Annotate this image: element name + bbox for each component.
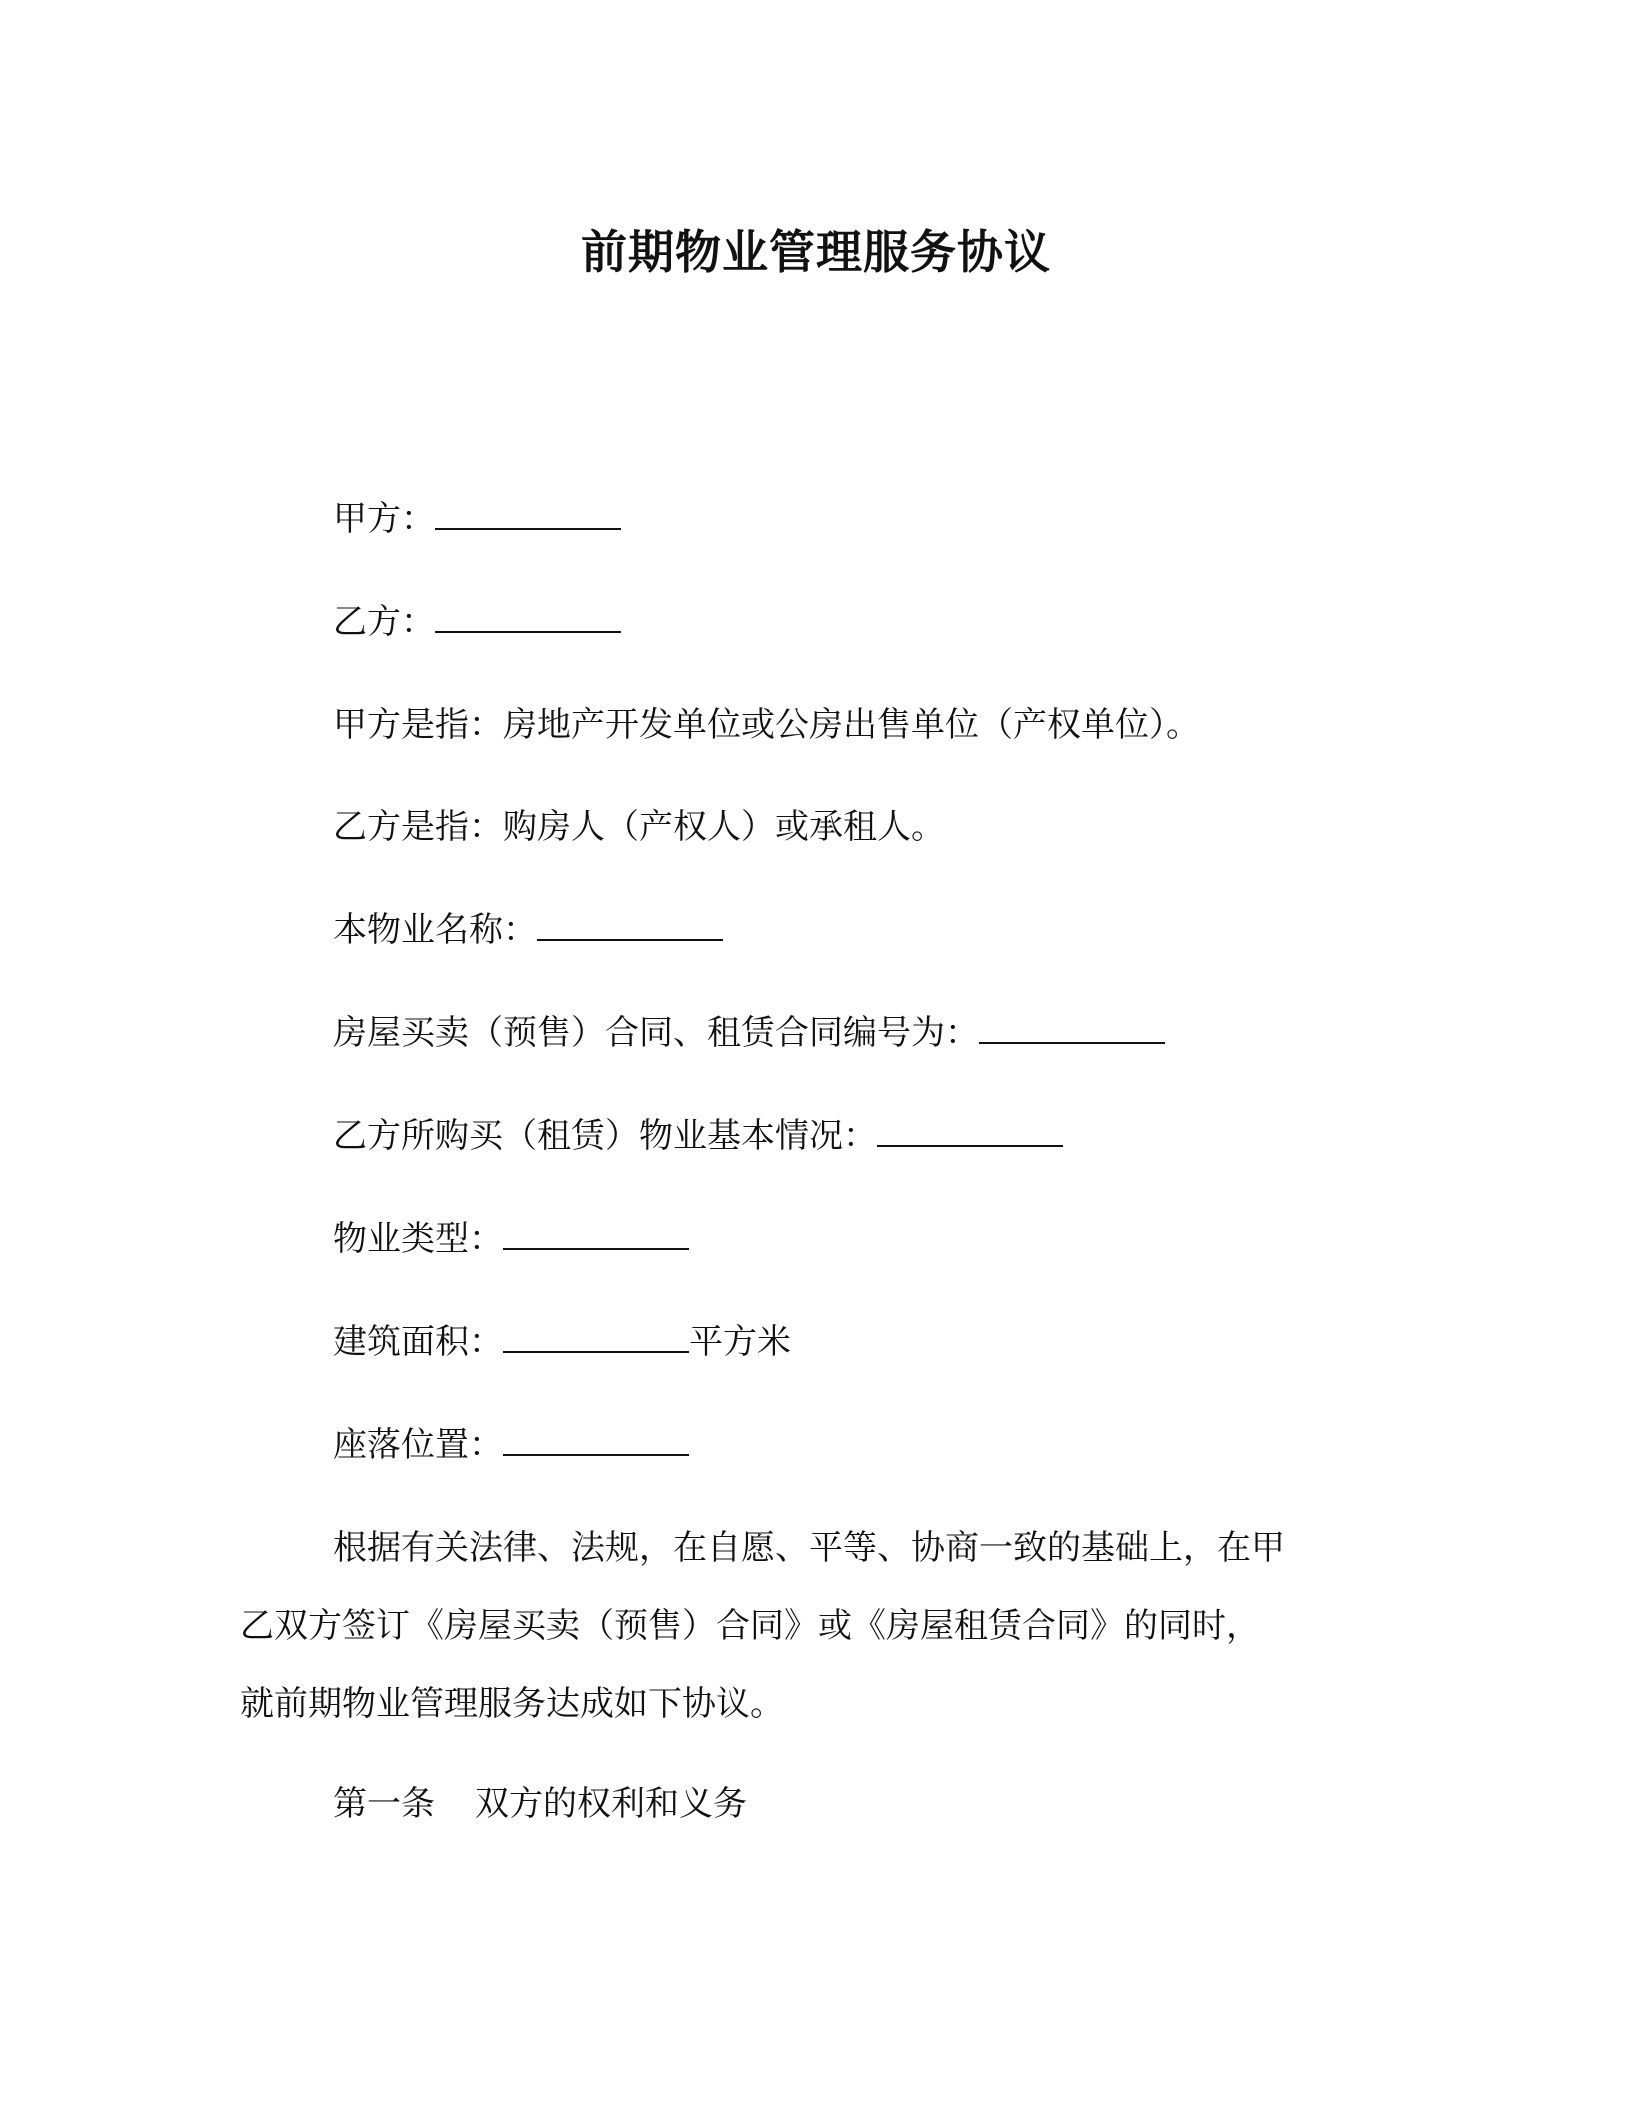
property-name-label: 本物业名称： [333, 910, 537, 950]
property-info-line [333, 1114, 1063, 1158]
preamble-line-1: 根据有关法律、法规，在自愿、平等、协商一致的基础上，在甲 [333, 1528, 1285, 1568]
party-a-definition: 甲方是指：房地产开发单位或公房出售单位（产权单位）。 [333, 705, 1200, 745]
building-area-line [333, 1320, 791, 1364]
property-info-blank[interactable] [877, 1115, 1063, 1147]
article-1-heading [333, 1782, 747, 1826]
building-area-label: 建筑面积： [333, 1322, 503, 1362]
property-name-blank[interactable] [537, 909, 723, 941]
article-1-number: 第一条 [333, 1784, 435, 1824]
building-area-blank[interactable] [503, 1321, 689, 1353]
party-b-blank[interactable] [435, 601, 621, 633]
contract-number-label: 房屋买卖（预售）合同、租赁合同编号为： [333, 1013, 979, 1053]
location-label: 座落位置： [333, 1425, 503, 1465]
article-1-title: 双方的权利和义务 [475, 1784, 747, 1824]
building-area-unit: 平方米 [689, 1322, 791, 1362]
location-blank[interactable] [503, 1424, 689, 1456]
party-a-blank[interactable] [435, 498, 621, 530]
property-type-label: 物业类型： [333, 1219, 503, 1259]
party-a-line [333, 497, 621, 541]
preamble-paragraph [240, 1509, 1370, 1743]
document-title: 前期物业管理服务协议 [581, 225, 1051, 279]
party-b-definition: 乙方是指：购房人（产权人）或承租人。 [333, 807, 945, 847]
preamble-line-3: 就前期物业管理服务达成如下协议。 [240, 1684, 784, 1724]
party-b-label: 乙方： [333, 602, 435, 642]
contract-number-line [333, 1011, 1165, 1055]
property-type-line [333, 1217, 689, 1261]
preamble-line-2: 乙双方签订《房屋买卖（预售）合同》或《房屋租赁合同》的同时， [240, 1606, 1260, 1646]
party-b-line [333, 600, 621, 644]
location-line [333, 1423, 689, 1467]
property-type-blank[interactable] [503, 1218, 689, 1250]
property-name-line [333, 908, 723, 952]
contract-number-blank[interactable] [979, 1012, 1165, 1044]
party-a-label: 甲方： [333, 499, 435, 539]
property-info-label: 乙方所购买（租赁）物业基本情况： [333, 1116, 877, 1156]
